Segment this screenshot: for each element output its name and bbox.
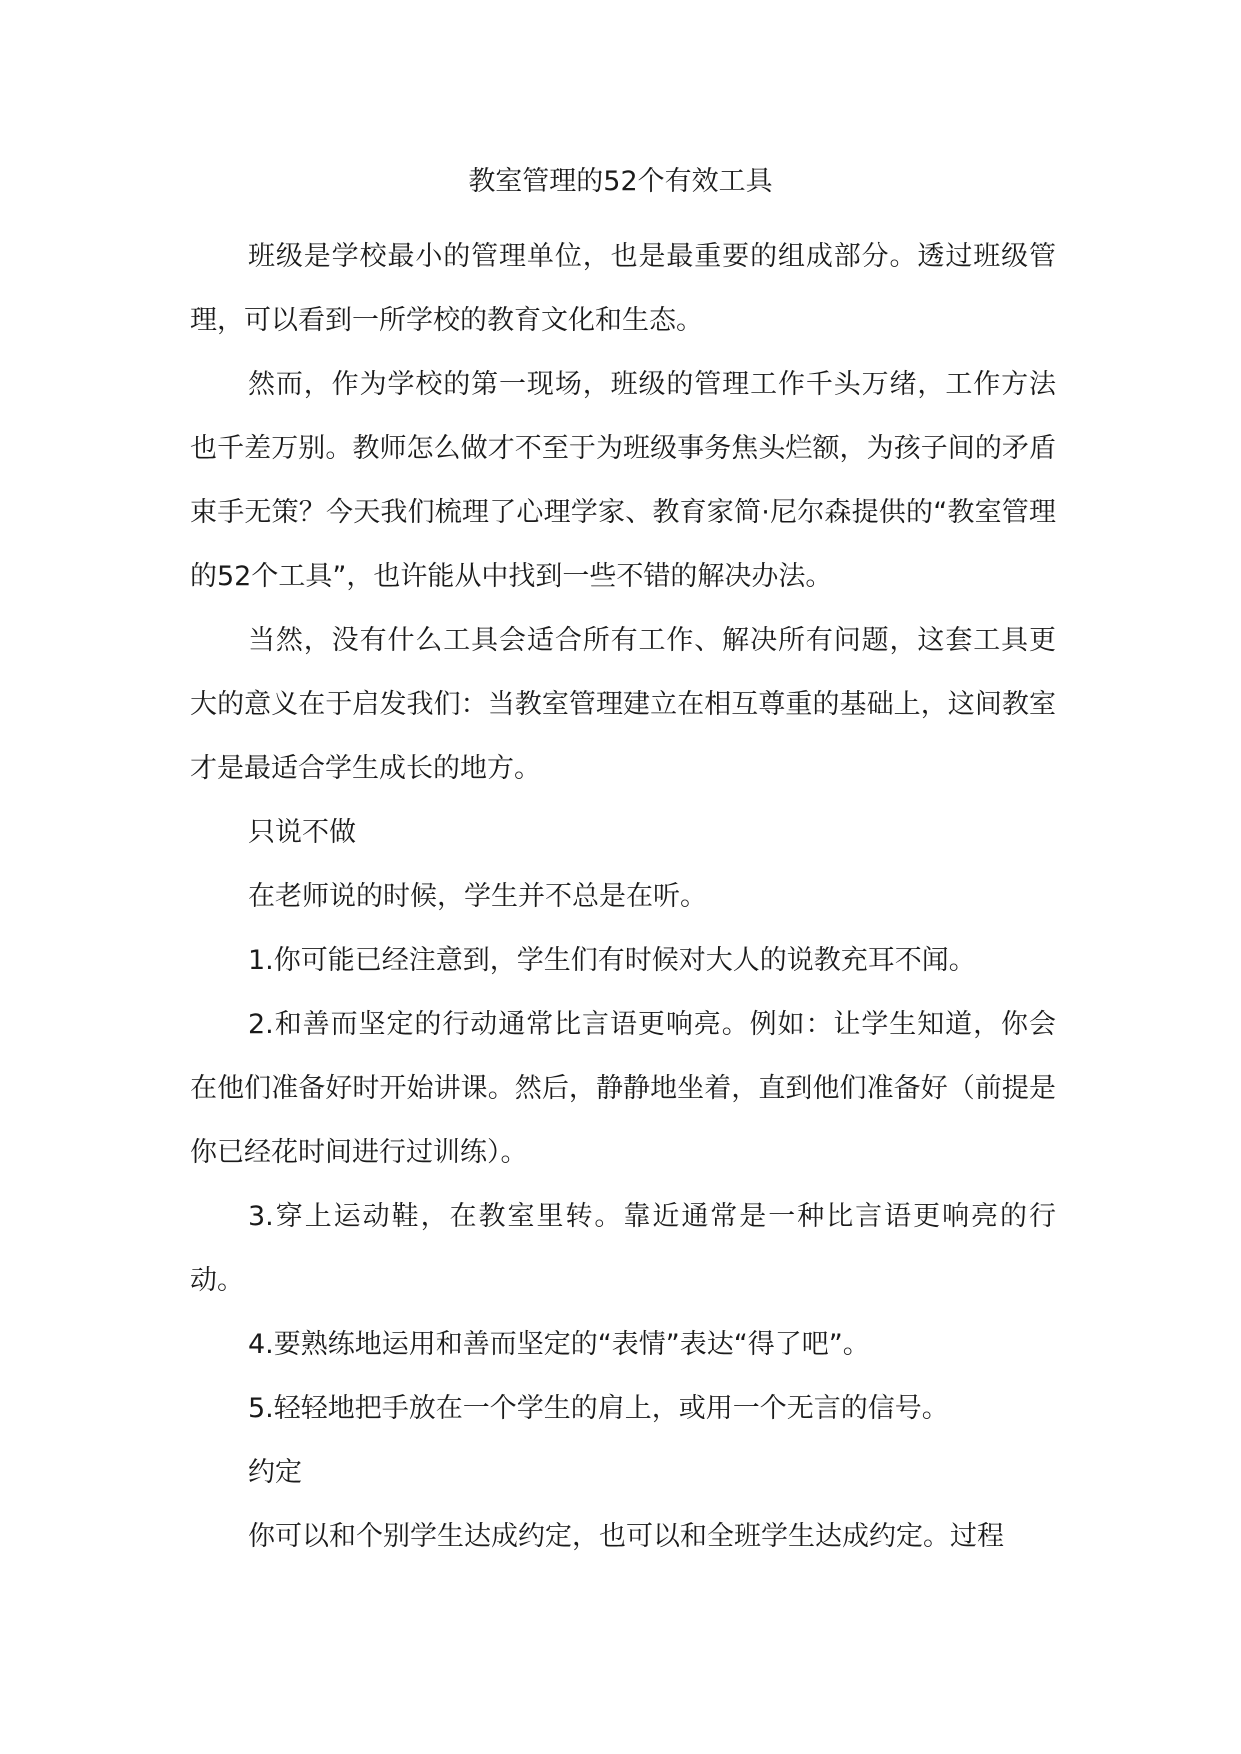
section-heading-agreement: 约定 (248, 1457, 302, 1488)
paragraph-intro-2: 然而，作为学校的第一现场，班级的管理工作千头万绪，工作方法也千差万别。教师怎么做才不至于为班级事务焦头烂额，为孩子间的矛盾束手无策？今天我们梳理了心理学家、教育家简·尼尔森提供的“教室管理的52个工具”，也许能从中找到一些不错的解决办法。 (190, 369, 1056, 592)
paragraph-intro-3: 当然，没有什么工具会适合所有工作、解决所有问题，这套工具更大的意义在于启发我们：当教室管理建立在相互尊重的基础上，这间教室才是最适合学生成长的地方。 (190, 625, 1056, 784)
paragraph-agreement: 你可以和个别学生达成约定，也可以和全班学生达成约定。过程 (248, 1521, 1004, 1552)
paragraph-section-intro: 在老师说的时候，学生并不总是在听。 (248, 881, 707, 912)
list-item-3: 3.穿上运动鞋，在教室里转。靠近通常是一种比言语更响亮的行动。 (190, 1201, 1056, 1296)
list-item-2: 2.和善而坚定的行动通常比言语更响亮。例如：让学生知道，你会在他们准备好时开始讲课。然后，静静地坐着，直到他们准备好（前提是你已经花时间进行过训练）。 (190, 1009, 1056, 1168)
section-heading-talk-less: 只说不做 (248, 817, 356, 848)
paragraph-intro-1: 班级是学校最小的管理单位，也是最重要的组成部分。透过班级管理，可以看到一所学校的教育文化和生态。 (190, 241, 1056, 336)
list-item-1: 1.你可能已经注意到，学生们有时候对大人的说教充耳不闻。 (248, 945, 976, 976)
list-item-4: 4.要熟练地运用和善而坚定的“表情”表达“得了吧”。 (248, 1329, 870, 1360)
document-title: 教室管理的52个有效工具 (468, 166, 773, 197)
document-body (190, 225, 1056, 1569)
list-item-5: 5.轻轻地把手放在一个学生的肩上，或用一个无言的信号。 (248, 1393, 949, 1424)
